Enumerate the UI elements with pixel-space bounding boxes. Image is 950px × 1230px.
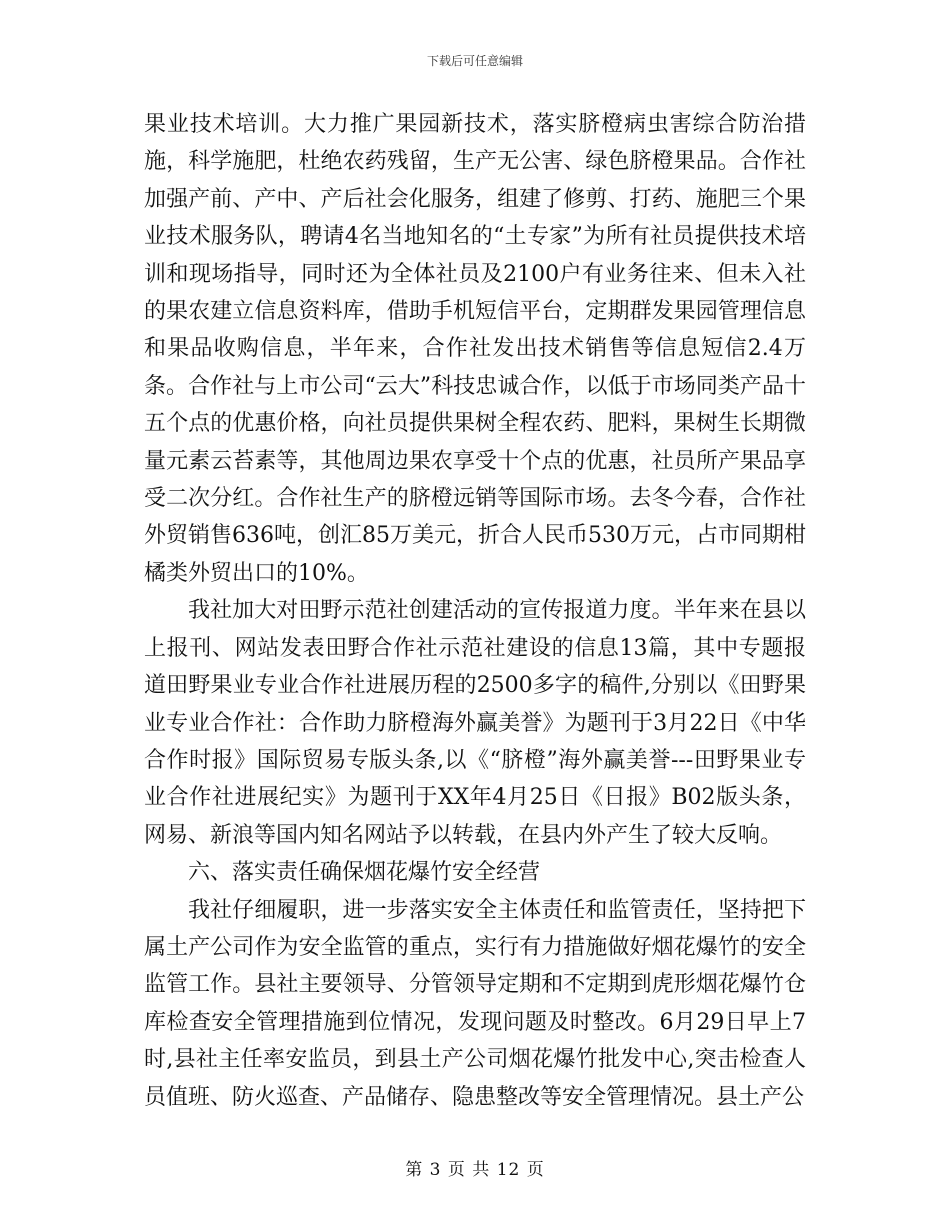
paragraph-fruit-training: 果业技术培训。大力推广果园新技术，落实脐橙病虫害综合防治措施，科学施肥，杜绝农药残留，生产无公害、绿色脐橙果品。合作社加强产前、产中、产后社会化服务，组建了修剪、打药、施肥三个果业技术服务队，聘请4名当地知名的“土专家”为所有社员提供技术培训和现场指导，同时还为全体社员及2100户有业务往来、但未入社的果农建立信息资料库，借助手机短信平台，定期群发果园管理信息和果品收购信息，半年来，合作社发出技术销售等信息短信2.4万条。合作社与上市公司“云大”科技忠诚合作，以低于市场同类产品十五个点的优惠价格，向社员提供果树全程农药、肥料，果树生长期微量元素云苔素等，其他周边果农享受十个点的优惠，社员所产果品享受二次分红。合作社生产的脐橙远销等国际市场。去冬今春，合作社外贸销售636吨，创汇85万美元，折合人民币530万元，占市同期柑橘类外贸出口的10%。 (144, 112, 806, 586)
page-number-footer: 第 3 页 共 12 页 (405, 1160, 545, 1180)
page-header-note: 下载后可任意编辑 (426, 54, 523, 68)
section-heading-fireworks-safety: 六、落实责任确保烟花爆竹安全经营 (188, 860, 541, 886)
document-body (144, 106, 806, 1116)
paragraph-safety-supervision: 我社仔细履职，进一步落实安全主体责任和监管责任，坚持把下属土产公司作为安全监管的重点，实行有力措施做好烟花爆竹的安全监管工作。县社主要领导、分管领导定期和不定期到虎形烟花爆竹仓库检查安全管理措施到位情况，发现问题及时整改。6月29日早上7时,县社主任率安监员，到县土产公司烟花爆竹批发中心,突击检查人员值班、防火巡查、产品储存、隐患整改等安全管理情况。县土产公 (144, 897, 806, 1110)
paragraph-publicity: 我社加大对田野示范社创建活动的宣传报道力度。半年来在县以上报刊、网站发表田野合作社示范社建设的信息13篇，其中专题报道田野果业专业合作社进展历程的2500多字的稿件,分别以《田野果业专业合作社：合作助力脐橙海外赢美誉》为题刊于3月22日《中华合作时报》国际贸易专版头条,以《“脐橙”海外赢美誉---田野果业专业合作社进展纪实》为题刊于XX年4月25日《日报》B02版头条，网易、新浪等国内知名网站予以转载，在县内外产生了较大反响。 (144, 598, 806, 848)
